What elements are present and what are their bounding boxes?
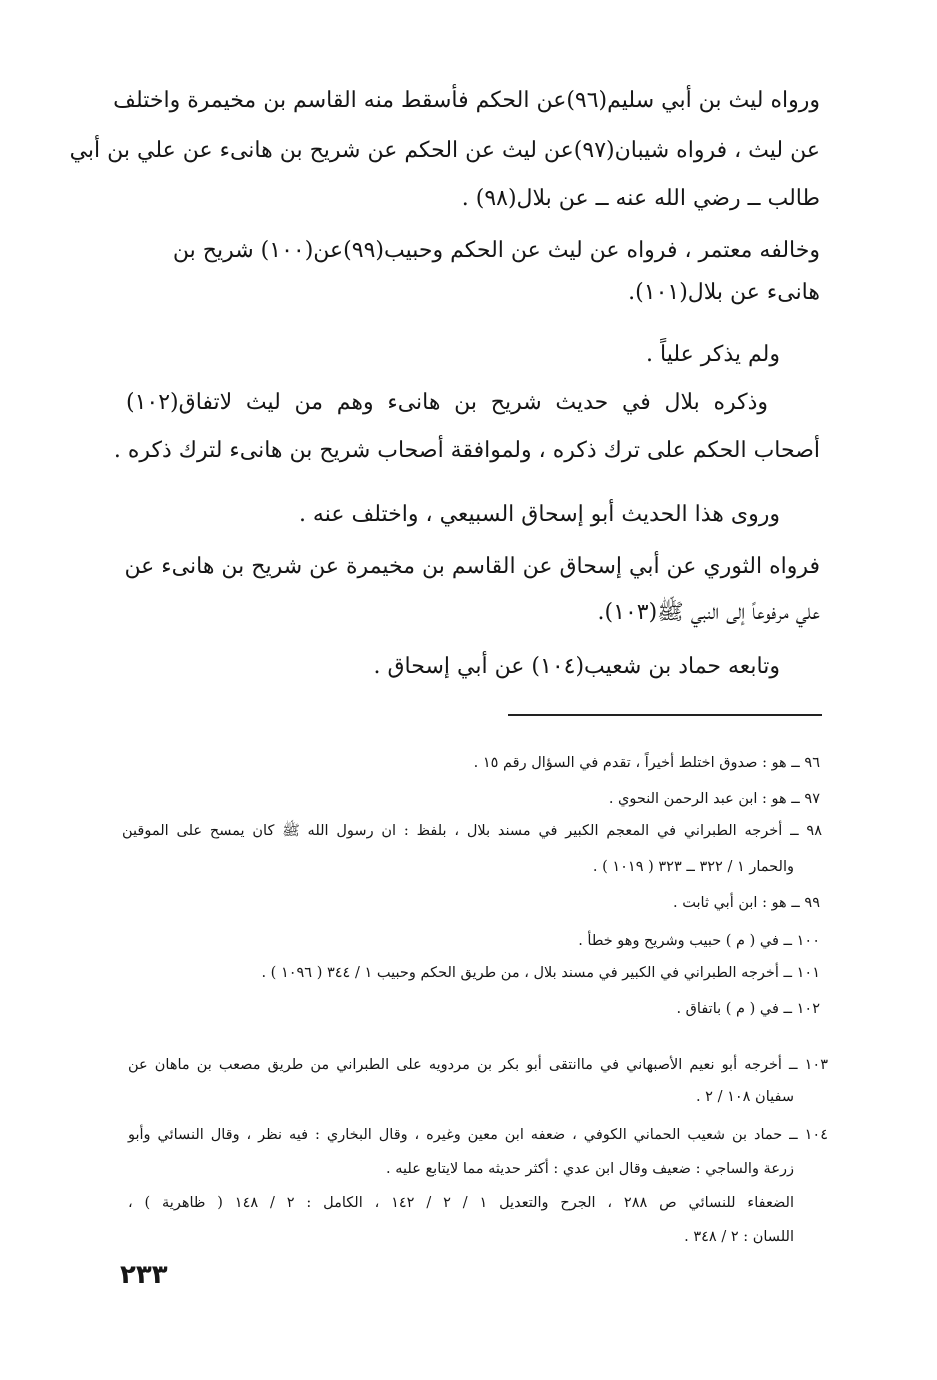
footnote-line: ١٠٤ ــ حماد بن شعيب الحماني الكوفي ، ضعفه ابن معين وغيره ، وقال البخاري : فيه نظر ، وقال النسائي وأبو	[128, 1127, 828, 1143]
text-line: عن ليث ، فرواه شيبان(٩٧)عن ليث عن الحكم عن شريح بن هانىء عن علي بن أبي	[69, 138, 820, 163]
text-line: وروى هذا الحديث أبو إسحاق السبيعي ، واختلف عنه .	[298, 502, 780, 527]
page-number: ٢٣٣	[120, 1260, 168, 1290]
footnote-separator	[508, 714, 822, 716]
text-line: وذكره بلال في حديث شريح بن هانىء وهم من ليث لاتفاق(١٠٢)	[126, 390, 768, 415]
footnote-line: ٩٩ ــ هو : ابن أبي ثابت .	[673, 895, 820, 911]
text-line: أصحاب الحكم على ترك ذكره ، ولموافقة أصحاب شريح بن هانىء لترك ذكره .	[113, 438, 820, 463]
footnote-line: سفيان ١٠٨ / ٢ .	[695, 1089, 794, 1105]
footnote-line: ١٠٣ ــ أخرجه أبو نعيم الأصبهاني في ماانتقى أبو بكر بن مردويه على الطبراني من طريق مصعب بن ماهان عن	[128, 1057, 828, 1073]
text-line: هانىء عن بلال(١٠١).	[628, 280, 820, 305]
footnote-line: ٩٧ ــ هو : ابن عبد الرحمن النحوي .	[608, 791, 820, 807]
text-line: وتابعه حماد بن شعيب(١٠٤) عن أبي إسحاق .	[373, 654, 780, 679]
footnote-line: زرعة والساجي : ضعيف وقال ابن عدي : أكثر حديثه مما لايتابع عليه .	[386, 1161, 794, 1177]
text-line: فرواه الثوري عن أبي إسحاق عن القاسم بن مخيمرة عن شريح بن هانىء عن	[124, 554, 820, 579]
text-line: وخالفه معتمر ، فرواه عن ليث عن الحكم وحبيب(٩٩)عن(١٠٠) شريح بن	[172, 238, 820, 263]
text-line: علي مرفوعاً إلى النبي ﷺ(١٠٣).	[597, 600, 820, 625]
footnote-line: ١٠١ ــ أخرجه الطبراني في الكبير في مسند بلال ، من طريق الحكم وحبيب ١ / ٣٤٤ ( ١٠٩٦ ) .	[261, 965, 820, 981]
footnote-line: الضعفاء للنسائي ص ٢٨٨ ، الجرح والتعديل ١ / ٢ / ١٤٢ ، الكامل : ٢ / ١٤٨ ( ظاهرية ) ،	[128, 1195, 794, 1211]
footnote-line: والحمار ١ / ٣٢٢ ــ ٣٢٣ ( ١٠١٩ ) .	[592, 859, 794, 875]
footnote-line: ٩٦ ــ هو : صدوق اختلط أخيراً ، تقدم في السؤال رقم ١٥ .	[473, 755, 820, 771]
text-line: طالب ــ رضي الله عنه ــ عن بلال(٩٨) .	[461, 186, 820, 211]
footnote-line: ١٠٠ ــ في ( م ) حبيب وشريح وهو خطأ .	[578, 933, 820, 949]
footnote-line: اللسان : ٢ / ٣٤٨ .	[684, 1229, 794, 1245]
footnote-line: ١٠٢ ــ في ( م ) باتفاق .	[676, 1001, 820, 1017]
text-line: ولم يذكر علياً .	[646, 342, 780, 367]
footnote-line: ٩٨ ــ أخرجه الطبراني في المعجم الكبير في مسند بلال ، بلفظ : ان رسول الله ﷺ كان يمسح على الموقين	[122, 823, 822, 839]
text-line: ورواه ليث بن أبي سليم(٩٦)عن الحكم فأسقط منه القاسم بن مخيمرة واختلف	[113, 88, 820, 113]
